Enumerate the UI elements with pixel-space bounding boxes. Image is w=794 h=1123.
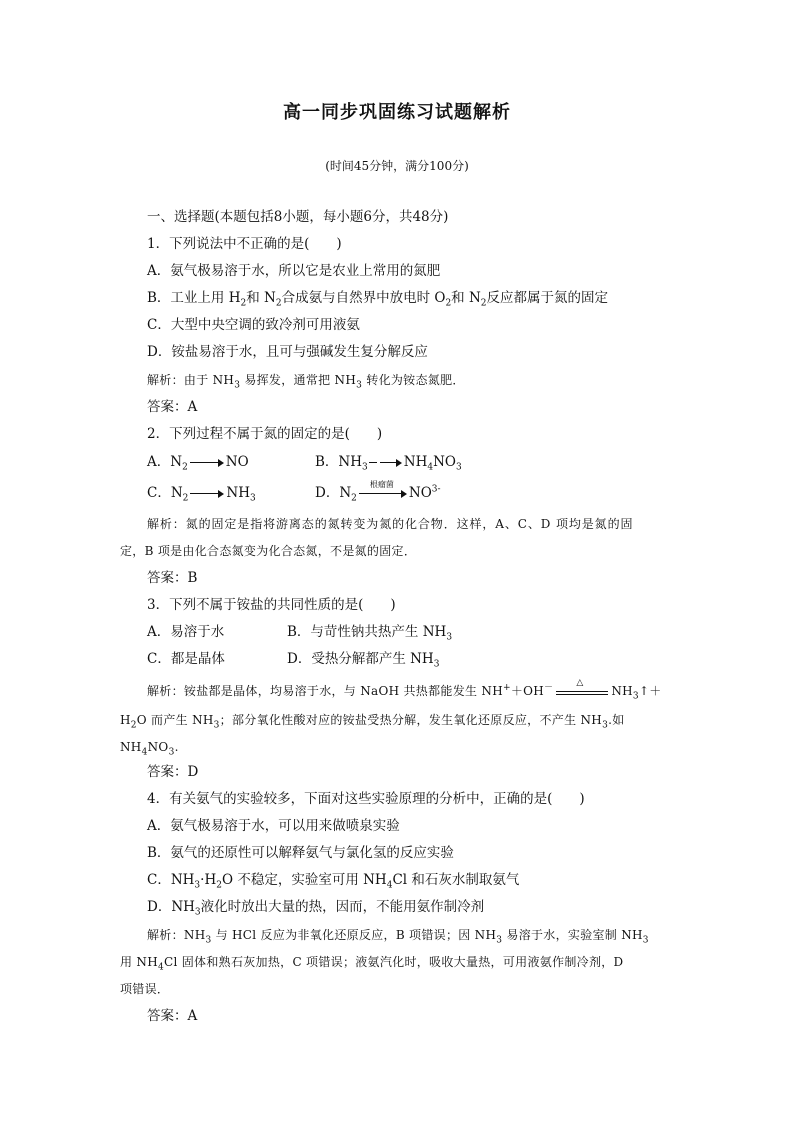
q1-option-b: B．工业上用 $H_2$和 $N_2$合成氨与自然界中放电时 $O_2$和 $N_2$反应都属于氮的固定 <box>147 290 609 309</box>
reaction-arrow-icon <box>359 479 407 499</box>
q3-option-d: D．受热分解都产生 $NH_3$ <box>287 651 440 670</box>
q4-option-a: A．氨气极易溶于水，可以用来做喷泉实验 <box>147 818 400 834</box>
page-subtitle: (时间45分钟，满分100分) <box>325 159 469 173</box>
q2-option-b: B．$NH_3$ $NH_4NO_3$ <box>315 454 462 473</box>
q4-explanation-line-2: 用 $NH_4Cl$ 固体和熟石灰加热，C 项错误；液氨汽化时，吸收大量热，可用液氨作制冷剂，D <box>120 955 624 973</box>
q1-option-a: A．氨气极易溶于水，所以它是农业上常用的氮肥 <box>147 263 441 279</box>
page-title: 高一同步巩固练习试题解析 <box>283 102 511 123</box>
q4-answer: 答案：A <box>147 1008 198 1024</box>
q2-option-d: D．$N_2$ 根瘤菌 $NO^{3-}$ <box>315 485 441 501</box>
q3-option-b: B．与苛性钠共热产生 $NH_3$ <box>287 624 453 643</box>
reaction-arrow-icon <box>190 458 224 468</box>
q2-explanation-line-2: 定，B 项是由化合态氮变为化合态氮，不是氮的固定． <box>120 544 417 558</box>
q1-option-d: D．铵盐易溶于水，且可与强碱发生复分解反应 <box>147 344 428 360</box>
q2-stem: 2．下列过程不属于氮的固定的是( ) <box>147 426 383 442</box>
q3-answer: 答案：D <box>147 764 199 780</box>
q1-explanation: 解析：由于 $NH_3$ 易挥发，通常把 $NH_3$ 转化为铵态氮肥． <box>147 373 465 391</box>
q2-option-c: C．$N_2$ $NH_3$ <box>147 485 256 504</box>
reaction-arrow-icon <box>380 458 402 468</box>
q4-explanation-line-3: 项错误． <box>120 982 170 996</box>
q1-stem: 1．下列说法中不正确的是( ) <box>147 236 342 252</box>
q3-option-a: A．易溶于水 <box>147 624 225 640</box>
q4-explanation-line-1: 解析：$NH_3$ 与 HCl 反应为非氧化还原反应，B 项错误；因 $NH_3$ 易溶于水，实验室制 $NH_3$ <box>147 928 649 946</box>
q2-explanation-line-1: 解析：氮的固定是指将游离态的氮转变为氮的化合物．这样，A、C、D 项均是氮的固 <box>147 517 634 531</box>
reaction-arrow-icon <box>190 489 224 499</box>
q3-explanation-line-1: 解析：铵盐都是晶体，均易溶于水，与 NaOH 共热都能发生 NH+＋OH－ △ $NH_3↑+$ <box>147 677 662 702</box>
arrow-condition: 根瘤菌 <box>369 479 394 489</box>
q1-option-c: C．大型中央空调的致冷剂可用液氨 <box>147 317 360 333</box>
q4-option-c: C．$NH_3\cdot H_2O$ 不稳定，实验室可用 $NH_4Cl$ 和石灰水制取氨气 <box>147 872 520 891</box>
q4-option-d: D．$NH_3$液化时放出大量的热，因而，不能用氨作制冷剂 <box>147 899 485 918</box>
section-heading: 一、选择题(本题包括8小题，每小题6分，共48分) <box>147 209 449 225</box>
q3-explanation-line-3: $NH_4NO_3$. <box>120 740 179 758</box>
q3-option-c: C．都是晶体 <box>147 651 225 667</box>
q4-option-b: B．氨气的还原性可以解释氨气与氯化氢的反应实验 <box>147 845 454 861</box>
q2-answer: 答案：B <box>147 570 198 586</box>
q4-stem: 4．有关氨气的实验较多，下面对这些实验原理的分析中，正确的是( ) <box>147 791 585 807</box>
q3-explanation-line-2: $H_2O$ 而产生 $NH_3$；部分氧化性酸对应的铵盐受热分解，发生氧化还原反应，不产生 $NH_3$.如 <box>120 713 625 731</box>
q2-option-a: A．$N_2$ NO <box>147 454 249 473</box>
q3-stem: 3．下列不属于铵盐的共同性质的是( ) <box>147 597 396 613</box>
heating-equal-sign-icon: △ <box>556 686 608 698</box>
q1-answer: 答案：A <box>147 399 198 415</box>
